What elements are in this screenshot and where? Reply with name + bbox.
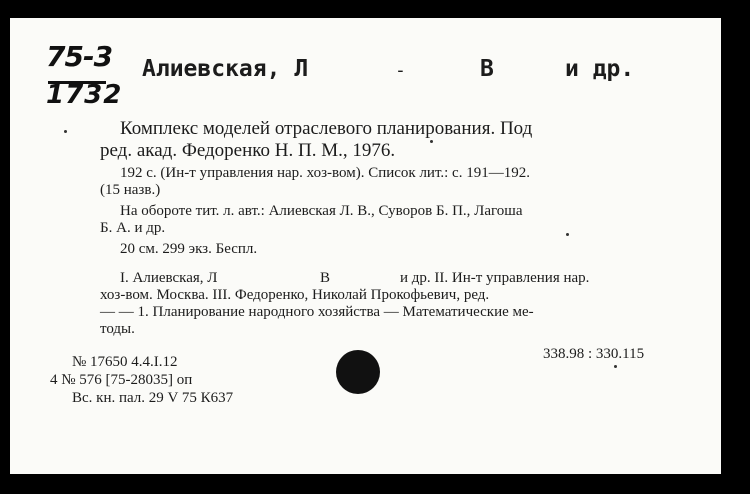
order-line: 4 № 576 [75-28035] оп: [50, 372, 193, 388]
ink-speck: [566, 233, 569, 236]
handwritten-number-bottom: 1732: [46, 80, 123, 110]
heading-initial-v: В: [480, 56, 494, 82]
tracing-line-1-v: В: [320, 270, 331, 286]
classification: 338.98 : 330.115: [543, 346, 645, 362]
ink-speck: [64, 130, 67, 133]
pages-line: 192 с. (Ин-т управления нар. хоз-вом). Список лит.: с. 191—192.: [120, 165, 530, 181]
tracing-line-1-left: I. Алиевская, Л: [120, 270, 218, 286]
author-heading: Алиевская, Л: [142, 56, 309, 82]
verso-line-1: На обороте тит. л. авт.: Алиевская Л. В., Суворов Б. П., Лагоша: [120, 203, 523, 219]
title-line-1: Комплекс моделей отраслевого планирования. Под: [120, 118, 533, 139]
format-line: 20 см. 299 экз. Беспл.: [120, 241, 258, 257]
tracing-line-3: — — 1. Планирование народного хозяйства — Математические ме-: [100, 304, 534, 320]
catalog-card: [10, 18, 721, 474]
tracing-line-2: хоз-вом. Москва. III. Федоренко, Николай Прокофьевич, ред.: [100, 287, 490, 303]
punch-hole: [336, 350, 380, 394]
tracing-line-1-right: и др. II. Ин-т управления нар.: [400, 270, 590, 286]
tracing-line-4: тоды.: [100, 321, 135, 337]
copies-line: Вс. кн. пал. 29 V 75 К637: [72, 390, 234, 406]
title-line-2: ред. акад. Федоренко Н. П. М., 1976.: [100, 140, 396, 161]
refs-count: (15 назв.): [100, 182, 161, 198]
ink-speck: [430, 140, 433, 143]
handwritten-number-top: 75-3: [46, 40, 113, 73]
ink-speck: [614, 365, 617, 368]
record-number: № 17650 4.4.I.12: [72, 354, 178, 370]
verso-line-2: Б. А. и др.: [100, 220, 166, 236]
heading-et-al: и др.: [565, 56, 635, 82]
heading-dash: -: [395, 60, 406, 81]
